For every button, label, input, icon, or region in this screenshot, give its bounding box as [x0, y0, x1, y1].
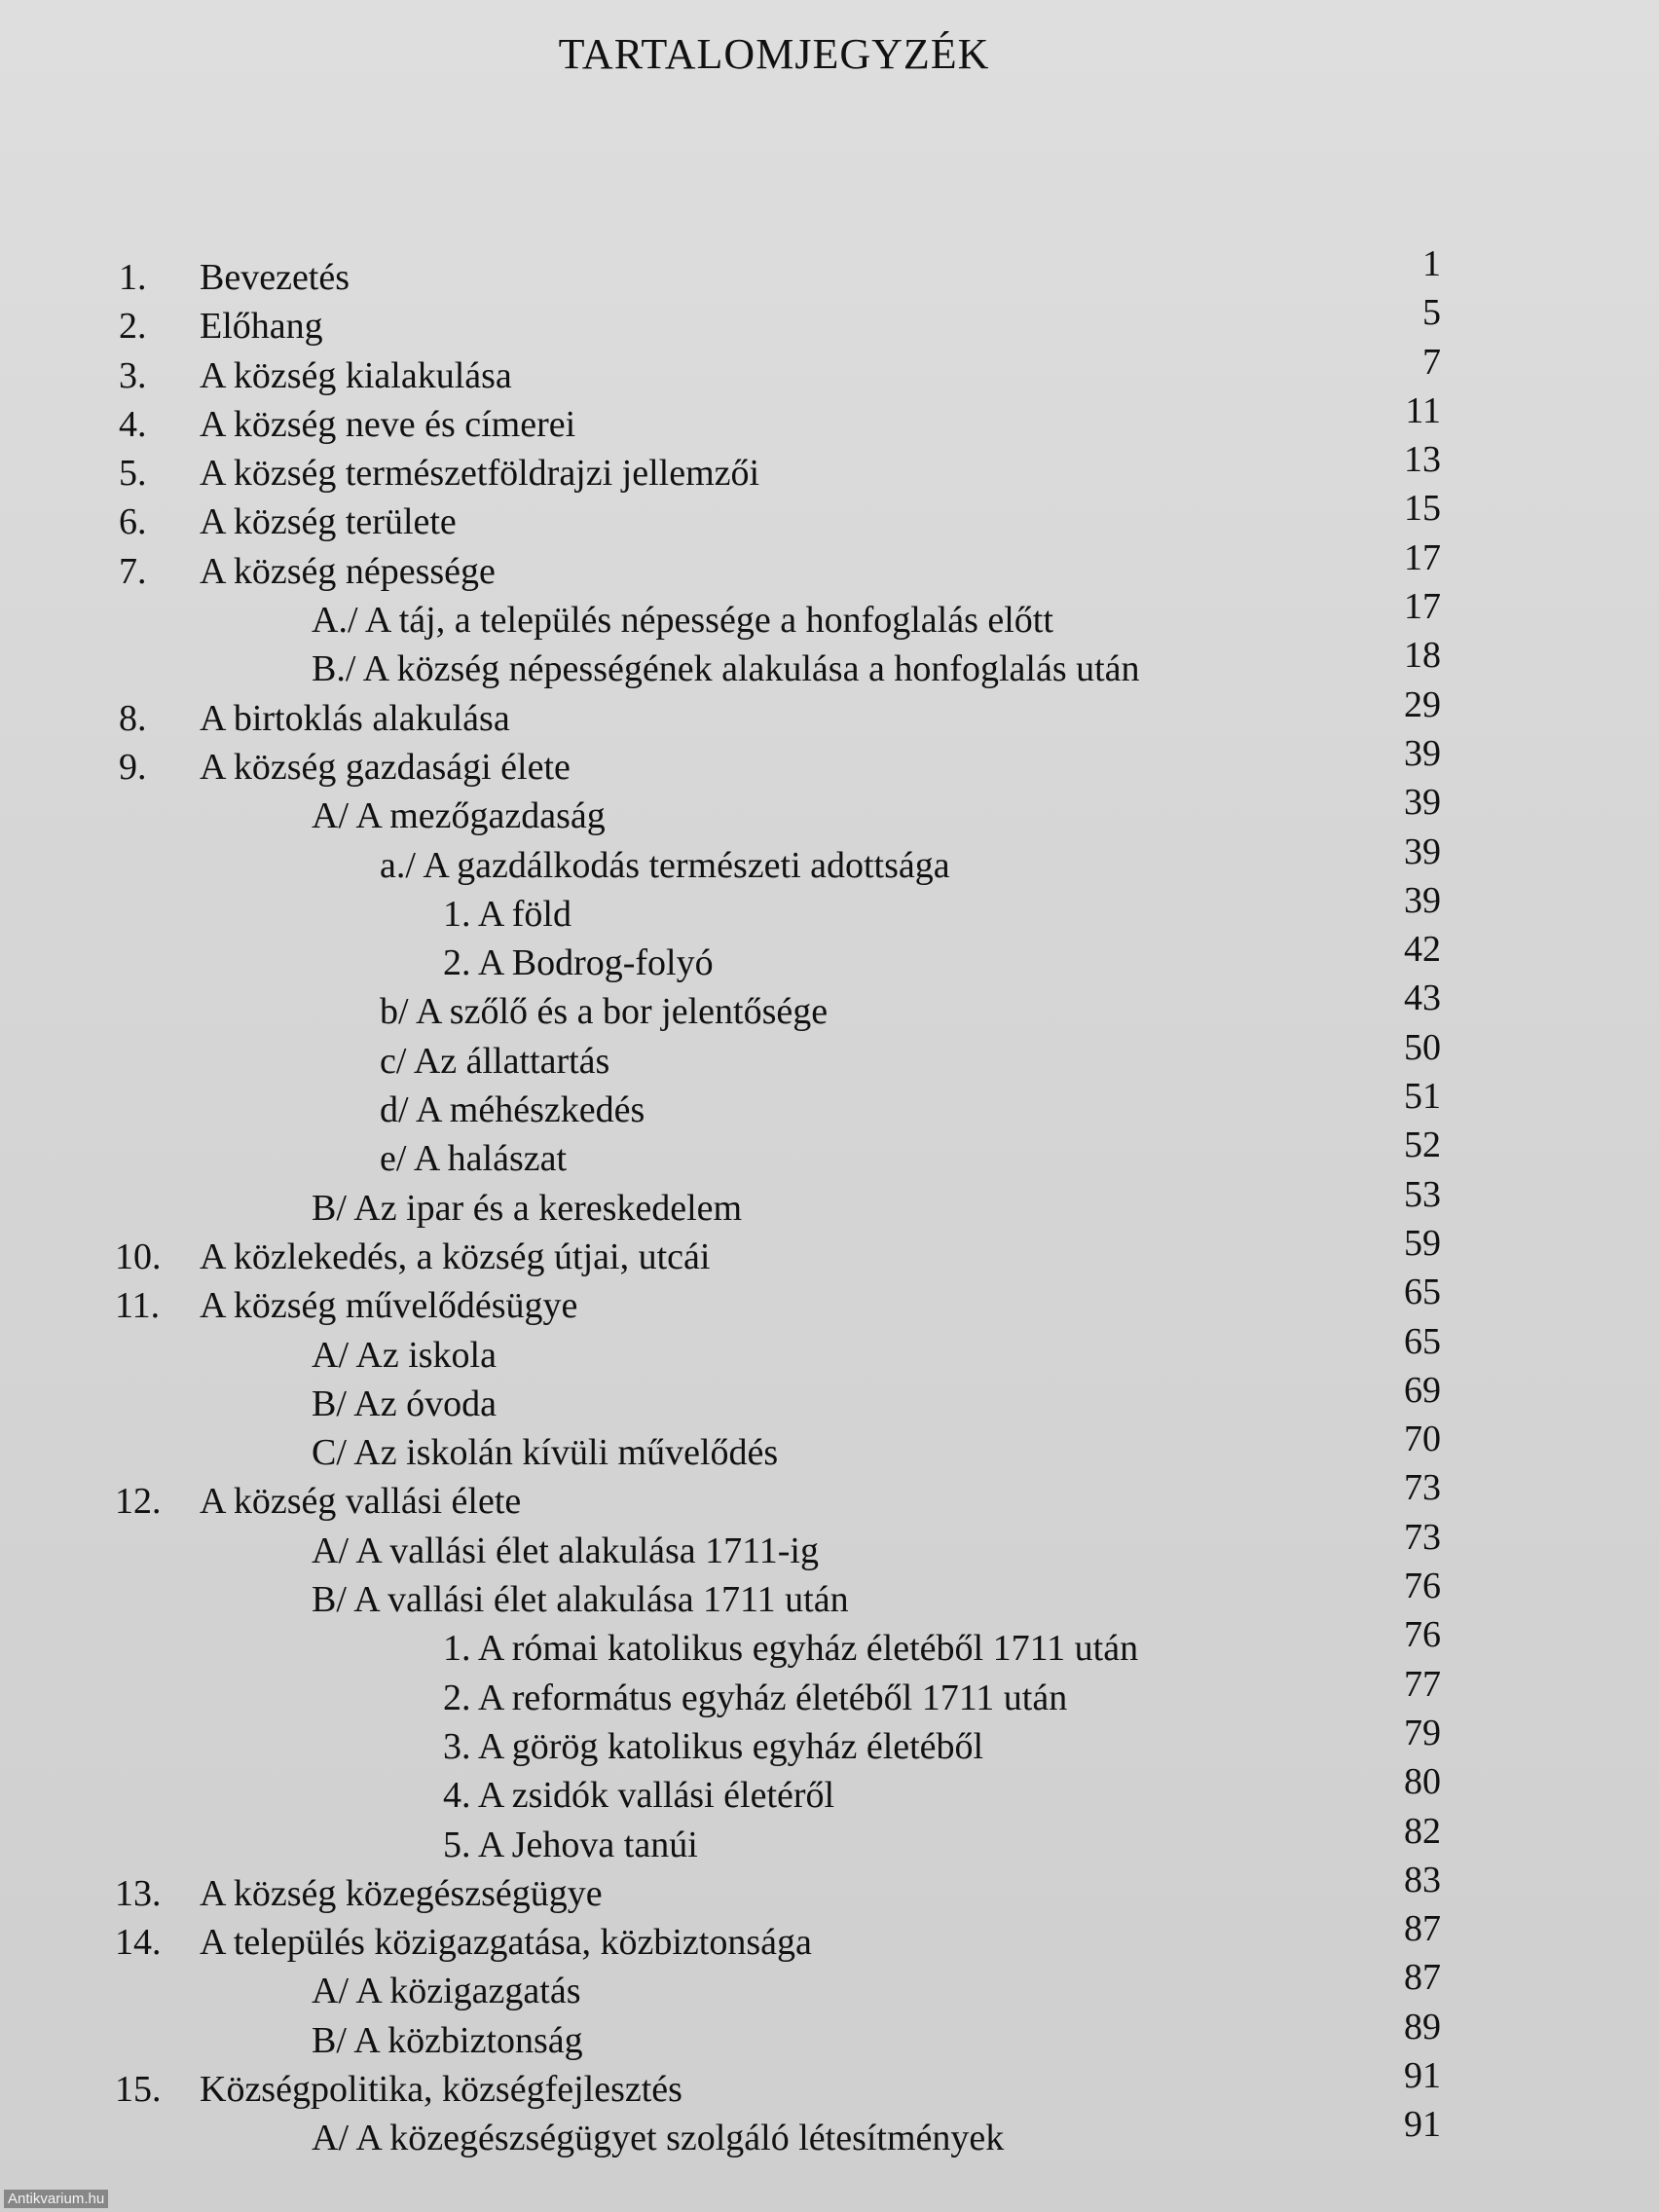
- toc-entry-label: A község neve és címerei: [200, 403, 576, 445]
- toc-entry-label: 1. A római katolikus egyház életéből 1711 után: [443, 1628, 1139, 1670]
- toc-entry-page: 83: [1404, 1859, 1441, 1900]
- toc-entry-page: 15: [1404, 488, 1441, 530]
- toc-entry-number: 10.: [115, 1235, 162, 1277]
- toc-entry-number: 12.: [115, 1481, 162, 1523]
- toc-entry-label: 2. A református egyház életéből 1711 után: [443, 1677, 1068, 1718]
- toc-entry-label: a./ A gazdálkodás természeti adottsága: [380, 844, 950, 886]
- toc-entry-label: 2. A Bodrog-folyó: [443, 942, 714, 984]
- toc-entry-page: 7: [1422, 341, 1441, 383]
- toc-entry-page: 73: [1404, 1516, 1441, 1558]
- toc-entry-page: 79: [1404, 1712, 1441, 1753]
- watermark: Antikvarium.hu: [4, 2190, 108, 2208]
- toc-entry-label: b/ A szőlő és a bor jelentősége: [380, 991, 829, 1033]
- toc-entry-page: 87: [1404, 1957, 1441, 1999]
- toc-entry-number: 14.: [115, 1922, 162, 1964]
- toc-entry-label: c/ Az állattartás: [380, 1040, 610, 1082]
- toc-entry-page: 77: [1404, 1663, 1441, 1705]
- toc-entry-number: 6.: [119, 501, 147, 543]
- toc-entry-page: 65: [1404, 1320, 1441, 1362]
- toc-entry-label: A község népessége: [200, 550, 496, 592]
- toc-entry-page: 39: [1404, 830, 1441, 872]
- toc-entry-page: 42: [1404, 929, 1441, 971]
- toc-entry-number: 15.: [115, 2068, 162, 2110]
- toc-entry-page: 39: [1404, 732, 1441, 774]
- toc-entry-label: B/ Az óvoda: [312, 1382, 497, 1424]
- toc-entry-label: A/ A közigazgatás: [312, 1971, 581, 2012]
- toc-entry-label: B/ A vallási élet alakulása 1711 után: [312, 1579, 849, 1621]
- table-of-contents: [0, 243, 1659, 2163]
- toc-entry-page: 18: [1404, 635, 1441, 677]
- toc-entry-label: A/ A mezőgazdaság: [312, 795, 606, 837]
- toc-entry-label: A község művelődésügye: [200, 1285, 578, 1327]
- toc-entry-page: 50: [1404, 1026, 1441, 1068]
- toc-entry-page: 89: [1404, 2006, 1441, 2047]
- toc-entry-label: 4. A zsidók vallási életéről: [443, 1775, 835, 1817]
- page-title: TARTALOMJEGYZÉK: [558, 30, 990, 78]
- toc-entry-page: 17: [1404, 586, 1441, 628]
- toc-entry-page: 70: [1404, 1419, 1441, 1460]
- toc-entry-page: 53: [1404, 1173, 1441, 1215]
- toc-entry-page: 29: [1404, 683, 1441, 725]
- toc-entry-number: 13.: [115, 1872, 162, 1914]
- toc-entry-number: 2.: [119, 306, 147, 348]
- toc-entry-page: 51: [1404, 1076, 1441, 1118]
- toc-entry-number: 4.: [119, 403, 147, 445]
- toc-entry-page: 91: [1404, 2054, 1441, 2096]
- toc-entry-label: A közlekedés, a község útjai, utcái: [200, 1235, 711, 1277]
- toc-entry-page: 80: [1404, 1761, 1441, 1803]
- toc-entry-page: 69: [1404, 1369, 1441, 1411]
- toc-entry-label: A község területe: [200, 501, 457, 543]
- toc-entry-page: 82: [1404, 1810, 1441, 1852]
- toc-entry-number: 5.: [119, 453, 147, 495]
- toc-entry-label: A/ A közegészségügyet szolgáló létesítmények: [312, 2118, 1005, 2159]
- toc-entry-page: 17: [1404, 536, 1441, 578]
- toc-entry-label: 5. A Jehova tanúi: [443, 1824, 698, 1865]
- toc-entry-page: 1: [1422, 243, 1441, 284]
- toc-entry-number: 9.: [119, 746, 147, 788]
- toc-entry-label: A./ A táj, a település népessége a honfoglalás előtt: [312, 600, 1053, 642]
- toc-entry-label: d/ A méhészkedés: [380, 1089, 645, 1131]
- toc-entry-label: A/ A vallási élet alakulása 1711-ig: [312, 1530, 819, 1571]
- toc-entry-page: 76: [1404, 1566, 1441, 1607]
- toc-entry-page: 52: [1404, 1124, 1441, 1166]
- toc-entry-page: 87: [1404, 1908, 1441, 1950]
- toc-entry-label: A/ Az iskola: [312, 1334, 497, 1376]
- toc-entry-page: 65: [1404, 1272, 1441, 1313]
- toc-entry-page: 43: [1404, 977, 1441, 1019]
- toc-entry-page: 11: [1405, 389, 1441, 431]
- toc-entry-label: B./ A község népességének alakulása a honfoglalás után: [312, 648, 1140, 690]
- toc-entry-label: 1. A föld: [443, 893, 571, 935]
- toc-entry-label: 3. A görög katolikus egyház életéből: [443, 1725, 984, 1767]
- toc-entry-number: 3.: [119, 354, 147, 396]
- toc-entry-label: C/ Az iskolán kívüli művelődés: [312, 1432, 779, 1474]
- toc-entry-label: Bevezetés: [200, 257, 350, 298]
- toc-entry-label: A község kialakulása: [200, 354, 512, 396]
- toc-entry-page: 91: [1404, 2104, 1441, 2146]
- toc-entry-label: Előhang: [200, 306, 323, 348]
- toc-entry-page: 13: [1404, 439, 1441, 481]
- toc-entry: [0, 2104, 1659, 2162]
- toc-entry-label: e/ A halászat: [380, 1138, 568, 1180]
- toc-entry-number: 1.: [119, 257, 147, 298]
- toc-entry-label: B/ Az ipar és a kereskedelem: [312, 1187, 743, 1229]
- toc-entry-page: 59: [1404, 1222, 1441, 1264]
- toc-entry-page: 73: [1404, 1467, 1441, 1509]
- toc-entry-number: 8.: [119, 697, 147, 739]
- toc-entry-label: A község közegészségügye: [200, 1872, 603, 1914]
- toc-entry-label: A község vallási élete: [200, 1481, 522, 1523]
- toc-entry-number: 11.: [115, 1285, 161, 1327]
- toc-entry-number: 7.: [119, 550, 147, 592]
- toc-entry-page: 76: [1404, 1614, 1441, 1656]
- toc-entry-label: B/ A közbiztonság: [312, 2019, 583, 2061]
- toc-entry-label: A község természetföldrajzi jellemzői: [200, 453, 760, 495]
- toc-entry-label: Községpolitika, községfejlesztés: [200, 2068, 682, 2110]
- toc-entry-page: 5: [1422, 292, 1441, 334]
- toc-entry-label: A község gazdasági élete: [200, 746, 571, 788]
- toc-entry-page: 39: [1404, 879, 1441, 921]
- toc-entry-label: A birtoklás alakulása: [200, 697, 510, 739]
- toc-entry-page: 39: [1404, 782, 1441, 824]
- toc-entry-label: A település közigazgatása, közbiztonsága: [200, 1922, 812, 1964]
